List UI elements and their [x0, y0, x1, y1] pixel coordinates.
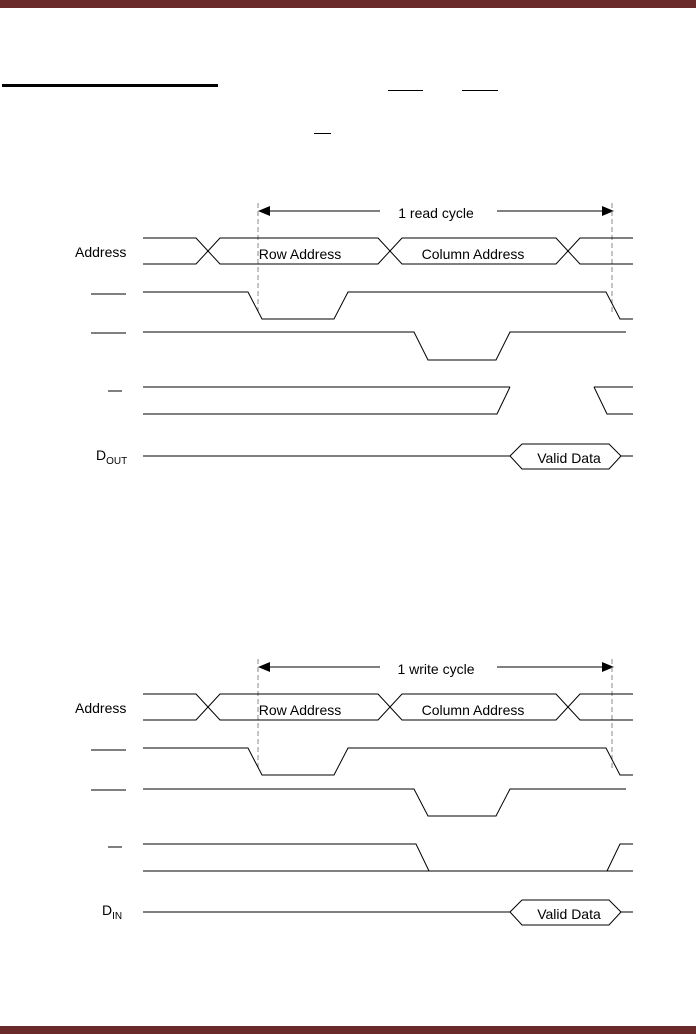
write-cas-trace	[143, 789, 626, 816]
read-cycle-diagram	[75, 203, 633, 469]
write-row-address: Row Address	[258, 702, 342, 718]
read-ras-trace	[143, 292, 633, 319]
read-dout-label: $D_{OUT}$	[96, 447, 128, 467]
read-address-bus-low	[143, 251, 633, 264]
read-address-bus-high	[143, 238, 633, 251]
read-cycle-label: 1 read cycle	[398, 205, 474, 221]
read-we-trace-low	[143, 387, 510, 414]
read-we-trace-end-low	[594, 387, 633, 414]
write-cycle-label: 1 write cycle	[397, 661, 475, 677]
write-din-label: $D_{IN}$	[102, 902, 123, 922]
write-address-bus-high	[143, 694, 633, 707]
read-row-address: Row Address	[258, 246, 342, 262]
write-address-bus-low	[143, 707, 633, 720]
read-cas-trace	[143, 332, 626, 360]
page-footer-bar	[0, 1026, 696, 1034]
write-valid-data: Valid Data	[537, 906, 601, 922]
write-we-trace-end	[607, 844, 633, 871]
write-column-address: Column Address	[421, 702, 525, 718]
write-ras-trace	[143, 748, 633, 775]
read-valid-data: Valid Data	[537, 450, 601, 466]
write-we-trace-high	[143, 844, 429, 871]
read-address-label: Address	[75, 244, 127, 260]
read-column-address: Column Address	[421, 246, 525, 262]
write-address-label: Address	[75, 700, 127, 716]
write-cycle-diagram	[75, 659, 633, 925]
